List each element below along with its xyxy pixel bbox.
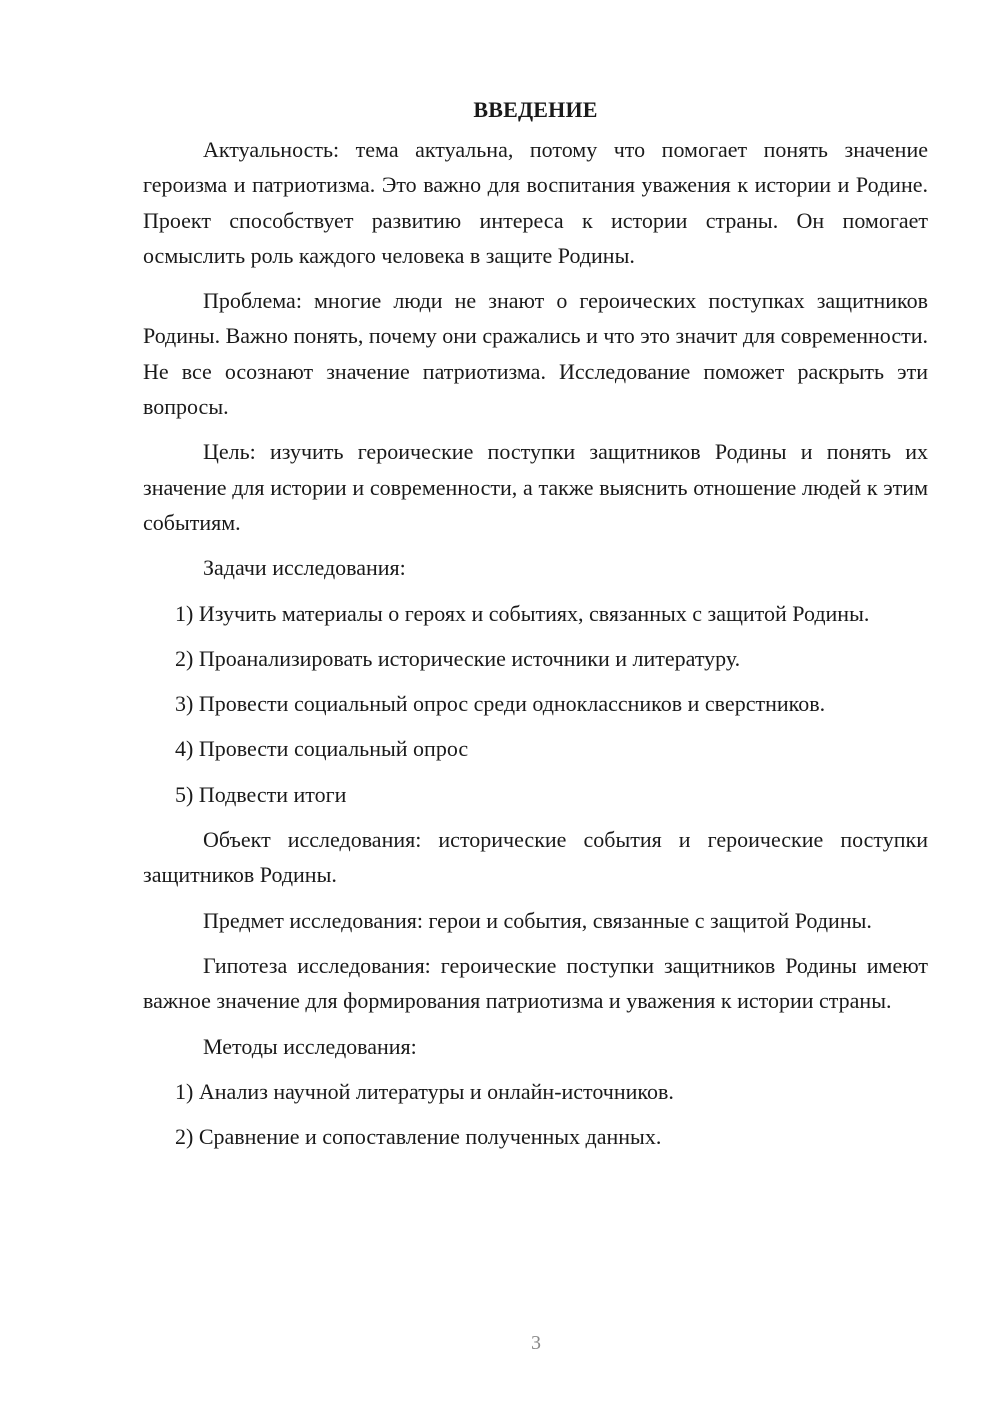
section-title: ВВЕДЕНИЕ bbox=[473, 97, 598, 122]
goal-paragraph: Цель: изучить героические поступки защитников Родины и понять их значение для истории и современности, а также выяснить отношение людей к этим событиям. bbox=[143, 439, 928, 535]
method-item-1: 1) Анализ научной литературы и онлайн-источников. bbox=[175, 1078, 674, 1104]
tasks-heading: Задачи исследования: bbox=[203, 555, 406, 581]
problem-paragraph: Проблема: многие люди не знают о героических поступках защитников Родины. Важно понять, почему они сражались и что это значит для современности. Не все осознают значение патриотизма. Исследование поможет раскрыть эти вопросы. bbox=[143, 288, 928, 420]
relevance-paragraph: Актуальность: тема актуальна, потому что помогает понять значение героизма и патриотизма. Это важно для воспитания уважения к истории и Родине. Проект способствует развитию интереса к истории страны. Он помогает осмыслить роль каждого человека в защите Родины. bbox=[143, 137, 928, 268]
task-item-1: 1) Изучить материалы о героях и событиях, связанных с защитой Родины. bbox=[175, 600, 870, 626]
hypothesis-paragraph: Гипотеза исследования: героические поступки защитников Родины имеют важное значение для формирования патриотизма и уважения к истории страны. bbox=[143, 952, 928, 1014]
task-item-4: 4) Провести социальный опрос bbox=[175, 736, 469, 762]
task-item-3: 3) Провести социальный опрос среди одноклассников и сверстников. bbox=[175, 691, 826, 717]
subject-paragraph: Предмет исследования: герои и события, связанные с защитой Родины. bbox=[203, 907, 872, 933]
task-item-2: 2) Проанализировать исторические источники и литературу. bbox=[175, 645, 741, 671]
page-number: 3 bbox=[531, 1332, 541, 1354]
method-item-2: 2) Сравнение и сопоставление полученных данных. bbox=[175, 1124, 662, 1150]
object-paragraph: Объект исследования: исторические события и героические поступки защитников Родины. bbox=[143, 827, 928, 888]
document-page bbox=[143, 92, 928, 1164]
methods-heading: Методы исследования: bbox=[203, 1033, 417, 1059]
task-item-5: 5) Подвести итоги bbox=[175, 781, 347, 807]
